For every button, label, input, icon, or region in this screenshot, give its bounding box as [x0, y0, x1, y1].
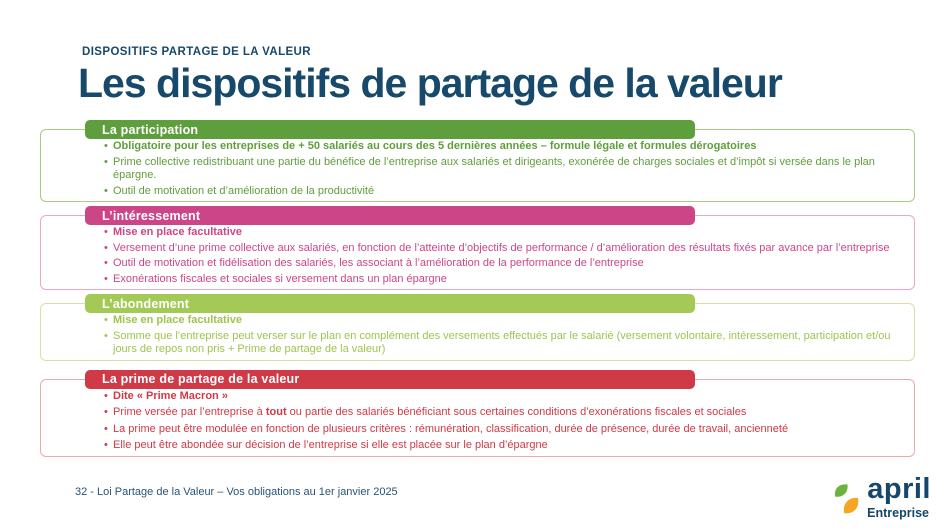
- section-title: La participation: [102, 122, 199, 137]
- section-header-bar: [85, 206, 695, 225]
- bullet-item: • Prime collective redistribuant une partie du bénéfice de l’entreprise aux salariés et dirigeants, exonérée de charges sociales et d’impôt si versée dans le plan épargne.: [108, 156, 896, 183]
- bullet-list: [108, 140, 896, 198]
- bullet-list: [108, 314, 896, 357]
- section-card-prime-partage-valeur: [0, 370, 939, 457]
- bullet-item: • Exonérations fiscales et sociales si versement dans un plan épargne: [108, 273, 896, 287]
- bullet-list: [108, 390, 896, 453]
- section-box: [40, 129, 915, 202]
- logo-text: [867, 473, 931, 520]
- footer-page-text: 32 - Loi Partage de la Valeur – Vos obligations au 1er janvier 2025: [75, 486, 398, 498]
- section-title: L’intéressement: [102, 208, 201, 223]
- section-title: L’abondement: [102, 296, 190, 311]
- section-box: [40, 215, 915, 290]
- bullet-item: • Dite « Prime Macron »: [108, 390, 896, 404]
- bullet-item: • La prime peut être modulée en fonction de plusieurs critères : rémunération, classification, durée de présence, durée de travail, ancienneté: [108, 423, 896, 437]
- section-title: La prime de partage de la valeur: [102, 372, 300, 386]
- slide-footer: [75, 486, 398, 498]
- section-box: [40, 379, 915, 457]
- bullet-list: [108, 226, 896, 286]
- bullet-item: • Mise en place facultative: [108, 226, 896, 240]
- bullet-item: • Versement d’une prime collective aux salariés, en fonction de l’atteinte d’objectifs de performance / d’amélioration des résultats fixés par avance par l’entreprise: [108, 242, 896, 256]
- section-header-bar: [85, 120, 695, 139]
- section-card-interessement: [0, 206, 939, 290]
- bullet-item: • Somme que l’entreprise peut verser sur le plan en complément des versements effectués par le salarié (versement volontaire, intéressement, participation et/ou jours de repos non pris + Prime de partage de la valeur): [108, 330, 896, 357]
- page-title: Les dispositifs de partage de la valeur: [78, 60, 782, 106]
- section-header-bar: [85, 370, 695, 389]
- logo-subtitle: Entreprise: [867, 506, 929, 520]
- section-card-abondement: [0, 294, 939, 361]
- bullet-item: • Mise en place facultative: [108, 314, 896, 328]
- section-header-bar: [85, 294, 695, 313]
- logo-brand: april: [867, 473, 931, 506]
- section-card-participation: [0, 120, 939, 202]
- bullet-item: • Prime versée par l’entreprise à tout ou partie des salariés bénéficiant sous certaines conditions d’exonérations fiscales et sociales: [108, 406, 896, 420]
- bullet-item: • Obligatoire pour les entreprises de + 50 salariés au cours des 5 dernières années – formule légale et formules dérogatoires: [108, 140, 896, 154]
- eyebrow-label: DISPOSITIFS PARTAGE DE LA VALEUR: [82, 46, 311, 58]
- slide-header: [78, 46, 782, 105]
- sections-container: [0, 120, 939, 457]
- bullet-item: • Outil de motivation et fidélisation des salariés, les associant à l’amélioration de la performance de l’entreprise: [108, 257, 896, 271]
- bullet-item: • Outil de motivation et d’amélioration de la productivité: [108, 185, 896, 199]
- april-leaves-icon: [833, 482, 865, 516]
- april-logo: [833, 473, 931, 520]
- bullet-item: • Elle peut être abondée sur décision de l’entreprise si elle est placée sur le plan d’épargne: [108, 439, 896, 453]
